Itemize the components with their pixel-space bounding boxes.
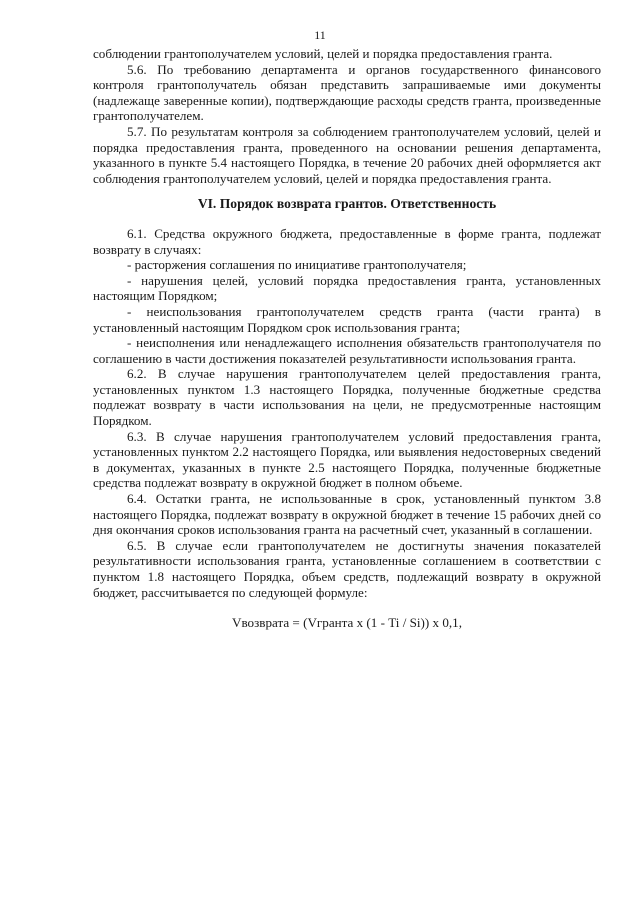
list-item-violation: - нарушения целей, условий порядка предоставления гранта, установленных настоящим Порядком; bbox=[93, 272, 601, 304]
paragraph-6-2: 6.2. В случае нарушения грантополучателем целей предоставления гранта, установленных пунктом 1.3 настоящего Порядка, полученные бюджетные средства подлежат возврату в части использования на цели, не предусмотренные настоящим Порядком. bbox=[93, 366, 601, 429]
list-item-termination: - расторжения соглашения по инициативе грантополучателя; bbox=[127, 257, 467, 273]
page-content bbox=[93, 46, 601, 631]
paragraph-6-5: 6.5. В случае если грантополучателем не достигнуты значения показателей результативности использования гранта, установленные соглашением в соответствии с пунктом 1.8 настоящего Порядка, объем средств, подлежащий возврату в окружной бюджет, рассчитывается по следующей формуле: bbox=[93, 537, 601, 600]
paragraph-5-5-continuation: соблюдении грантополучателем условий, целей и порядка предоставления гранта. bbox=[93, 46, 553, 61]
paragraph-5-6: 5.6. По требованию департамента и органов государственного финансового контроля грантополучатель обязан представить запрашиваемые ими документы (надлежаще заверенные копии), подтверждающие расходы средств гранта, произведенные грантополучателем. bbox=[93, 61, 601, 124]
paragraph-6-4: 6.4. Остатки гранта, не использованные в срок, установленный пунктом 3.8 настоящего Порядка, подлежат возврату в окружной бюджет в течение 15 рабочих дней со дня окончания сроков использования гранта на расчетный счет, указанный в соглашении. bbox=[93, 491, 601, 538]
page-number: 11 bbox=[314, 28, 326, 42]
paragraph-5-7: 5.7. По результатам контроля за соблюдением грантополучателем условий, целей и порядка предоставления гранта, проведенного на основании решения департамента, указанного в пункте 5.4 настоящего Порядка, в течение 20 рабочих дней оформляется акт соблюдения грантополучателем условий, целей и порядка предоставления гранта. bbox=[93, 123, 601, 186]
paragraph-6-3: 6.3. В случае нарушения грантополучателем условий предоставления гранта, установленных пунктом 2.2 настоящего Порядка, или выявления недостоверных сведений в документах, указанных в пункте 2.5 настоящего Порядка, полученные бюджетные средства подлежат возврату в окружной бюджет в полном объеме. bbox=[93, 428, 601, 491]
list-item-non-performance: - неисполнения или ненадлежащего исполнения обязательств грантополучателя по соглашению в части достижения показателей результативности использования гранта. bbox=[93, 335, 601, 366]
refund-formula: Vвозврата = (Vгранта х (1 - Ti / Si)) х 0,1, bbox=[232, 615, 462, 631]
paragraph-6-1: 6.1. Средства окружного бюджета, предоставленные в форме гранта, подлежат возврату в случаях: bbox=[93, 225, 601, 257]
list-item-non-use: - неиспользования грантополучателем средств гранта (части гранта) в установленный настоящим Порядком срок использования гранта; bbox=[93, 303, 601, 335]
section-6-heading: VI. Порядок возврата грантов. Ответственность bbox=[197, 196, 497, 212]
